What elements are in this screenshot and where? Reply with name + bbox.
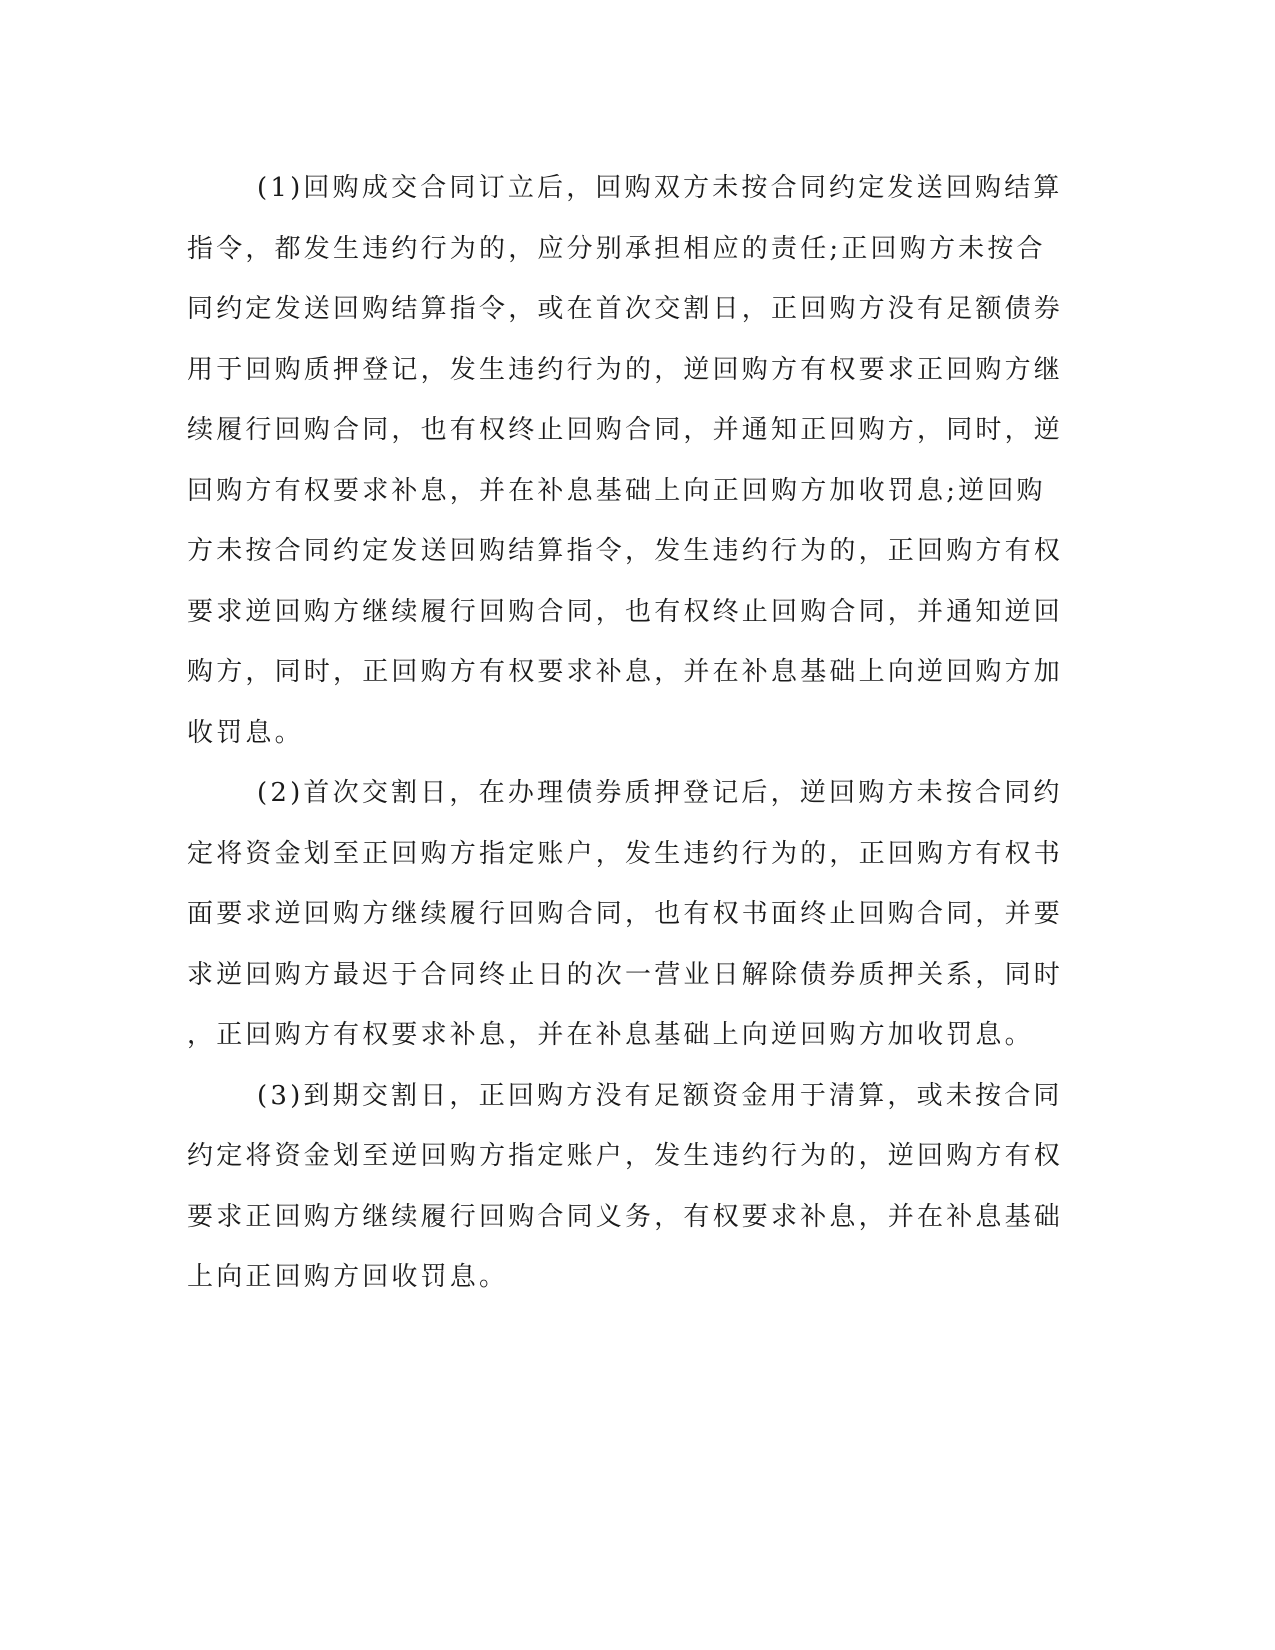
document-body [187, 158, 1072, 1308]
paragraph-3: (3)到期交割日，正回购方没有足额资金用于清算，或未按合同约定将资金划至逆回购方指定账户，发生违约行为的，逆回购方有权要求正回购方继续履行回购合同义务，有权要求补息，并在补息基础上向正回购方回收罚息。 [187, 1080, 1064, 1292]
paragraph-1: (1)回购成交合同订立后，回购双方未按合同约定发送回购结算指令，都发生违约行为的，应分别承担相应的责任;正回购方未按合同约定发送回购结算指令，或在首次交割日，正回购方没有足额债券用于回购质押登记，发生违约行为的，逆回购方有权要求正回购方继续履行回购合同，也有权终止回购合同，并通知正回购方，同时，逆回购方有权要求补息，并在补息基础上向正回购方加收罚息;逆回购方未按合同约定发送回购结算指令，发生违约行为的，正回购方有权要求逆回购方继续履行回购合同，也有权终止回购合同，并通知逆回购方，同时，正回购方有权要求补息，并在补息基础上向逆回购方加收罚息。 [187, 173, 1064, 748]
paragraph-2: (2)首次交割日，在办理债券质押登记后，逆回购方未按合同约定将资金划至正回购方指定账户，发生违约行为的，正回购方有权书面要求逆回购方继续履行回购合同，也有权书面终止回购合同，并要求逆回购方最迟于合同终止日的次一营业日解除债券质押关系，同时，正回购方有权要求补息，并在补息基础上向逆回购方加收罚息。 [187, 778, 1064, 1050]
